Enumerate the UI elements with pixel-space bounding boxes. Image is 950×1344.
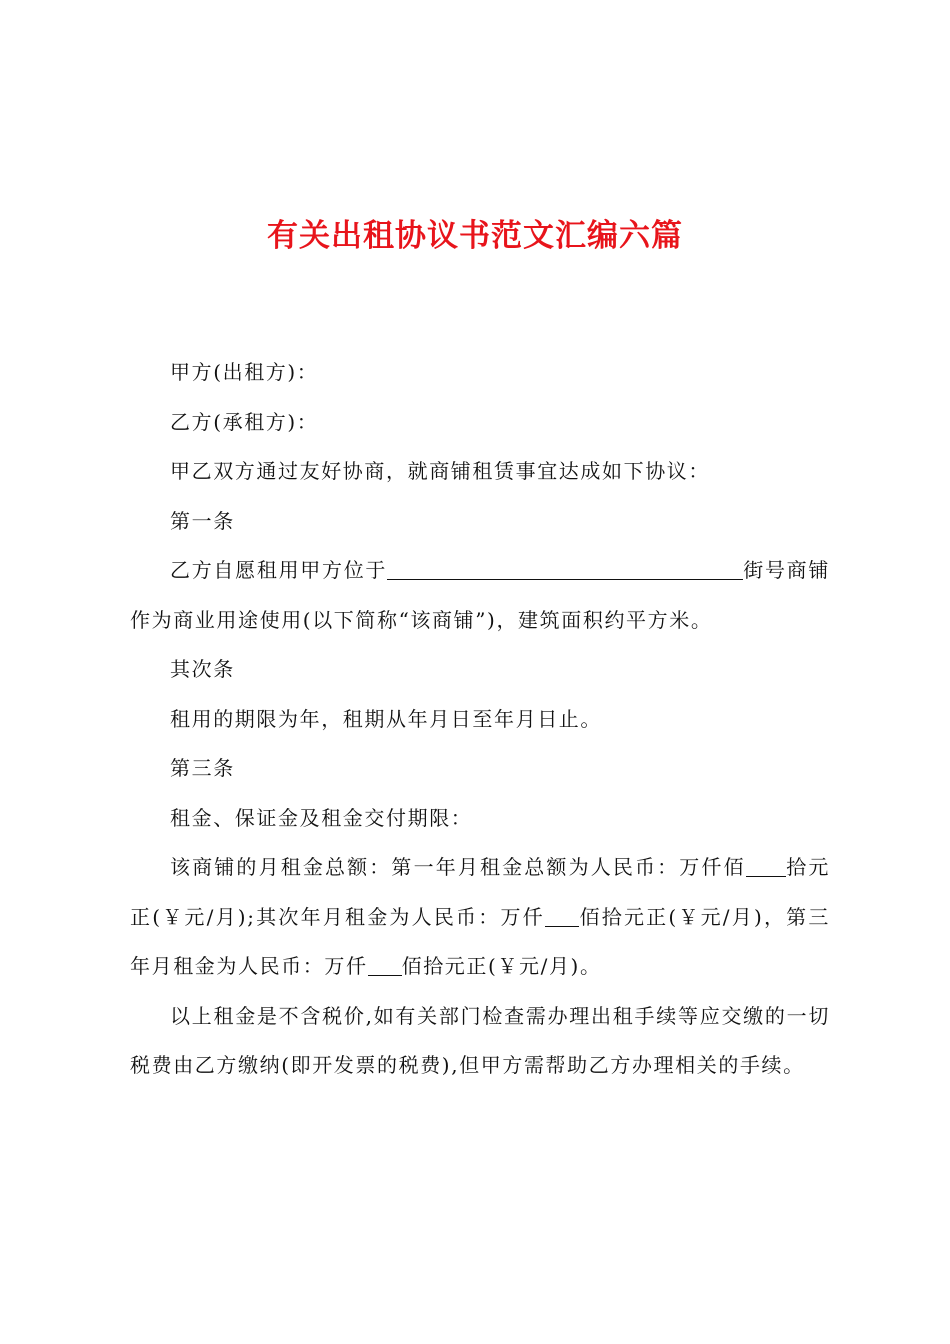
paragraph-premises	[130, 546, 830, 645]
heading-article-1: 第一条	[170, 508, 235, 533]
paragraph-party-a: 甲方(出租方)：	[170, 360, 319, 384]
heading-article-2: 其次条	[170, 657, 235, 681]
rent-blank-line-3	[368, 955, 402, 976]
rent-text-3: 佰拾元正(￥元/月)，第三年月租金为人民币：万仟	[130, 904, 830, 978]
rent-blank-line-1	[746, 856, 786, 877]
rent-text-1: 该商铺的月租金总额：第一年月租金总额为人民币：万仟佰	[170, 855, 746, 879]
document-title: 有关出租协议书范文汇编六篇	[267, 218, 683, 254]
paragraph-rent-heading: 租金、保证金及租金交付期限：	[170, 805, 473, 830]
paragraph-tax-terms: 以上租金是不含税价,如有关部门检查需办理出租手续等应交缴的一切税费由乙方缴纳(即开发票的税费),但甲方需帮助乙方办理相关的手续。	[130, 1003, 830, 1077]
rent-text-4: 佰拾元正(￥元/月)。	[401, 954, 602, 978]
paragraph-agreement-intro: 甲乙双方通过友好协商，就商铺租赁事宜达成如下协议：	[170, 459, 710, 483]
paragraph-party-b: 乙方(承租方)：	[170, 409, 319, 434]
heading-article-3: 第三条	[170, 756, 235, 780]
rent-text-2: 拾元正(￥元/月);其次年月租金为人民币：万仟	[130, 855, 830, 929]
premises-text-end: 街号商铺作为商业用途使用(以下简称“该商铺”)，建筑面积约平方米。	[130, 558, 830, 632]
paragraph-lease-term: 租用的期限为年，租期从年月日至年月日止。	[170, 706, 602, 731]
premises-text-start: 乙方自愿租用甲方位于	[170, 558, 388, 582]
rent-blank-line-2	[545, 906, 579, 927]
document-body	[130, 348, 830, 1091]
paragraph-monthly-rent	[130, 843, 830, 992]
address-blank-line	[387, 559, 743, 580]
